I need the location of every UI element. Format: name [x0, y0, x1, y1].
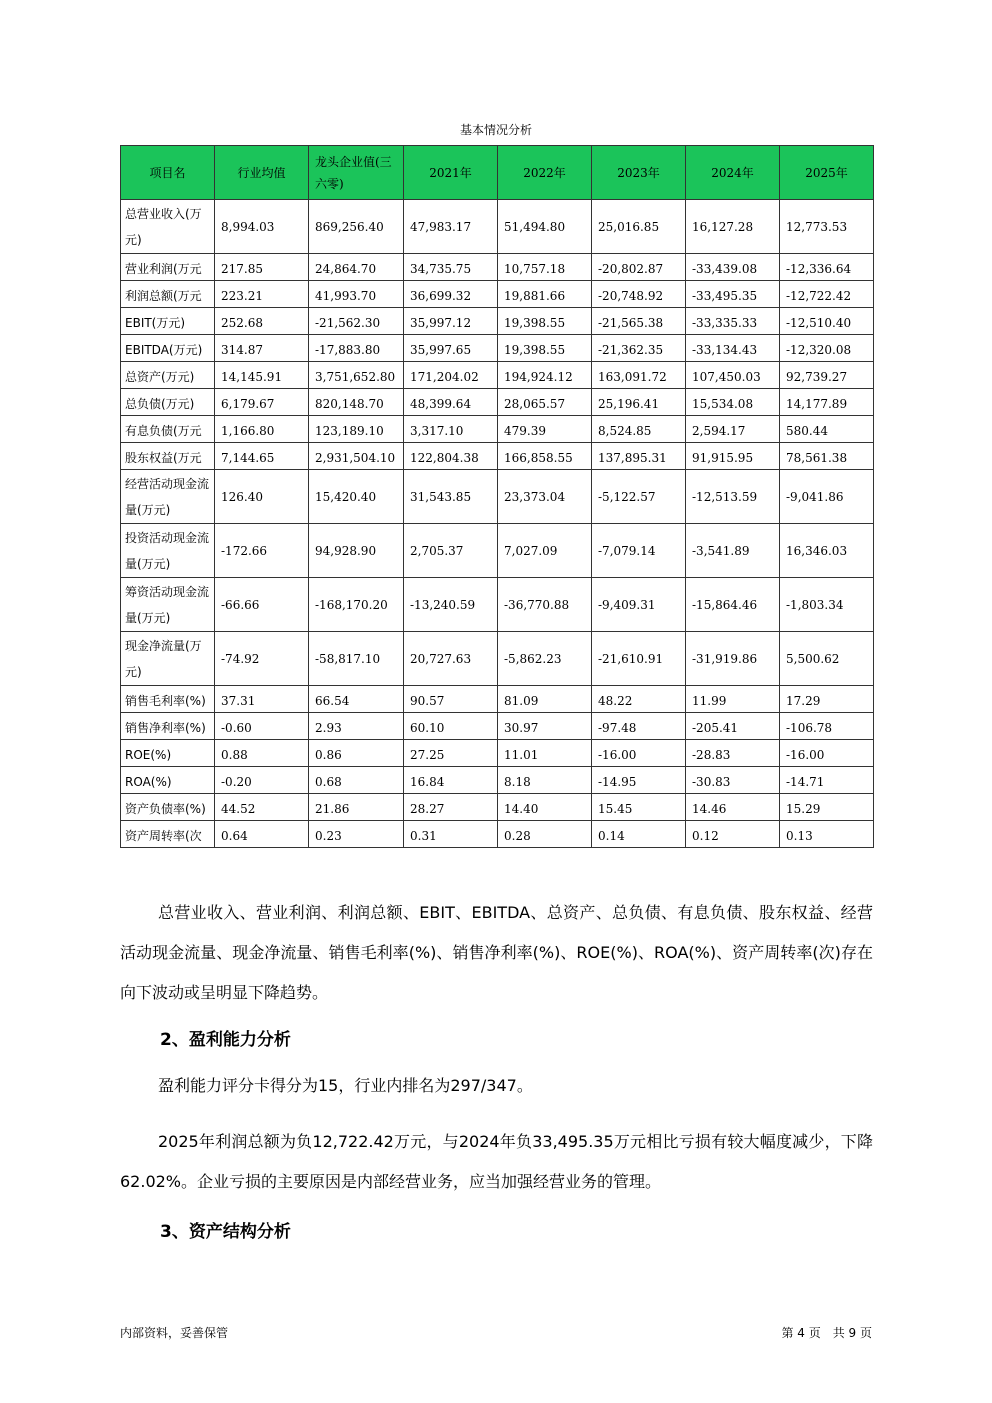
- table-row: [121, 200, 874, 254]
- table-cell: 21.86: [309, 794, 404, 821]
- row-label: 利润总额(万元: [121, 281, 215, 308]
- table-cell: 35,997.12: [404, 308, 498, 335]
- footer-confidential-note: 内部资料，妥善保管: [120, 1326, 229, 1340]
- table-row: [121, 254, 874, 281]
- table-row: [121, 335, 874, 362]
- table-cell: 1,166.80: [215, 416, 309, 443]
- table-cell: -33,495.35: [686, 281, 780, 308]
- table-cell: 16,346.03: [780, 524, 874, 578]
- table-cell: 78,561.38: [780, 443, 874, 470]
- table-cell: 66.54: [309, 686, 404, 713]
- table-cell: 314.87: [215, 335, 309, 362]
- table-cell: 11.01: [498, 740, 592, 767]
- table-cell: 3,317.10: [404, 416, 498, 443]
- table-cell: 14.46: [686, 794, 780, 821]
- table-cell: 23,373.04: [498, 470, 592, 524]
- table-cell: -17,883.80: [309, 335, 404, 362]
- table-row: [121, 281, 874, 308]
- header-leader-value: 龙头企业值(三六零): [309, 146, 404, 200]
- table-cell: 0.23: [309, 821, 404, 848]
- table-cell: 252.68: [215, 308, 309, 335]
- row-label: 销售毛利率(%): [121, 686, 215, 713]
- table-cell: 27.25: [404, 740, 498, 767]
- table-cell: -28.83: [686, 740, 780, 767]
- table-row: [121, 767, 874, 794]
- table-row: [121, 821, 874, 848]
- table-header-row: [121, 146, 874, 200]
- table-cell: -0.20: [215, 767, 309, 794]
- table-cell: 14,145.91: [215, 362, 309, 389]
- table-cell: -1,803.34: [780, 578, 874, 632]
- table-cell: 217.85: [215, 254, 309, 281]
- table-cell: 30.97: [498, 713, 592, 740]
- table-cell: 0.12: [686, 821, 780, 848]
- table-cell: -12,722.42: [780, 281, 874, 308]
- table-cell: -3,541.89: [686, 524, 780, 578]
- table-cell: 0.64: [215, 821, 309, 848]
- table-cell: 15.29: [780, 794, 874, 821]
- section-heading-profitability: 2、盈利能力分析: [160, 1030, 291, 1050]
- table-cell: -5,862.23: [498, 632, 592, 686]
- table-cell: 60.10: [404, 713, 498, 740]
- table-cell: 91,915.95: [686, 443, 780, 470]
- table-cell: -12,513.59: [686, 470, 780, 524]
- table-cell: -0.60: [215, 713, 309, 740]
- table-cell: 19,398.55: [498, 308, 592, 335]
- table-cell: 7,027.09: [498, 524, 592, 578]
- financial-table: [120, 145, 874, 848]
- table-row: [121, 713, 874, 740]
- table-cell: 0.13: [780, 821, 874, 848]
- table-cell: 0.31: [404, 821, 498, 848]
- table-cell: -20,748.92: [592, 281, 686, 308]
- table-cell: 820,148.70: [309, 389, 404, 416]
- table-cell: 2,705.37: [404, 524, 498, 578]
- table-cell: 2,594.17: [686, 416, 780, 443]
- table-cell: -14.95: [592, 767, 686, 794]
- table-cell: -33,134.43: [686, 335, 780, 362]
- table-cell: 163,091.72: [592, 362, 686, 389]
- row-label: ROA(%): [121, 767, 215, 794]
- table-cell: 3,751,652.80: [309, 362, 404, 389]
- table-cell: 25,196.41: [592, 389, 686, 416]
- table-cell: -14.71: [780, 767, 874, 794]
- table-cell: -21,362.35: [592, 335, 686, 362]
- table-cell: 44.52: [215, 794, 309, 821]
- profit-analysis-paragraph: 2025年利润总额为负12,722.42万元，与2024年负33,495.35万元相比亏损有较大幅度减少，下降62.02%。企业亏损的主要原因是内部经营业务，应当加强经营业务的管理。: [120, 1132, 873, 1191]
- section-heading-asset-structure: 3、资产结构分析: [160, 1222, 291, 1242]
- table-cell: 16.84: [404, 767, 498, 794]
- table-cell: 28,065.57: [498, 389, 592, 416]
- table-cell: -205.41: [686, 713, 780, 740]
- table-row: [121, 308, 874, 335]
- table-cell: 41,993.70: [309, 281, 404, 308]
- table-cell: 0.88: [215, 740, 309, 767]
- table-cell: 20,727.63: [404, 632, 498, 686]
- table-cell: 479.39: [498, 416, 592, 443]
- header-2022: 2022年: [498, 146, 592, 200]
- table-cell: -9,409.31: [592, 578, 686, 632]
- row-label: 投资活动现金流量(万元): [121, 524, 215, 578]
- table-cell: 0.68: [309, 767, 404, 794]
- table-cell: 10,757.18: [498, 254, 592, 281]
- table-cell: 8,994.03: [215, 200, 309, 254]
- table-cell: 194,924.12: [498, 362, 592, 389]
- profitability-score-paragraph: 盈利能力评分卡得分为15，行业内排名为297/347。: [158, 1076, 533, 1095]
- table-cell: -30.83: [686, 767, 780, 794]
- table-cell: 16,127.28: [686, 200, 780, 254]
- table-cell: 92,739.27: [780, 362, 874, 389]
- row-label: 营业利润(万元: [121, 254, 215, 281]
- table-cell: -106.78: [780, 713, 874, 740]
- table-cell: 34,735.75: [404, 254, 498, 281]
- table-row: [121, 443, 874, 470]
- table-row: [121, 362, 874, 389]
- table-cell: 24,864.70: [309, 254, 404, 281]
- table-cell: 0.86: [309, 740, 404, 767]
- table-cell: 81.09: [498, 686, 592, 713]
- table-cell: 123,189.10: [309, 416, 404, 443]
- table-cell: 11.99: [686, 686, 780, 713]
- table-cell: -33,335.33: [686, 308, 780, 335]
- header-item-name: 项目名: [121, 146, 215, 200]
- row-label: 总资产(万元): [121, 362, 215, 389]
- table-cell: 580.44: [780, 416, 874, 443]
- table-row: [121, 740, 874, 767]
- row-label: 经营活动现金流量(万元): [121, 470, 215, 524]
- table-cell: -20,802.87: [592, 254, 686, 281]
- table-cell: -97.48: [592, 713, 686, 740]
- header-2025: 2025年: [780, 146, 874, 200]
- header-2023: 2023年: [592, 146, 686, 200]
- table-cell: 28.27: [404, 794, 498, 821]
- table-cell: 8.18: [498, 767, 592, 794]
- table-row: [121, 794, 874, 821]
- table-row: [121, 470, 874, 524]
- table-cell: 37.31: [215, 686, 309, 713]
- table-cell: -16.00: [780, 740, 874, 767]
- row-label: 资产周转率(次: [121, 821, 215, 848]
- table-cell: 35,997.65: [404, 335, 498, 362]
- table-row: [121, 632, 874, 686]
- table-cell: 122,804.38: [404, 443, 498, 470]
- table-cell: 36,699.32: [404, 281, 498, 308]
- table-cell: 48.22: [592, 686, 686, 713]
- table-cell: -21,565.38: [592, 308, 686, 335]
- table-cell: 171,204.02: [404, 362, 498, 389]
- table-cell: 17.29: [780, 686, 874, 713]
- table-cell: 2,931,504.10: [309, 443, 404, 470]
- table-row: [121, 524, 874, 578]
- table-cell: 126.40: [215, 470, 309, 524]
- table-cell: 223.21: [215, 281, 309, 308]
- row-label: EBITDA(万元): [121, 335, 215, 362]
- table-cell: 47,983.17: [404, 200, 498, 254]
- header-2024: 2024年: [686, 146, 780, 200]
- table-cell: 90.57: [404, 686, 498, 713]
- table-cell: 31,543.85: [404, 470, 498, 524]
- table-cell: -172.66: [215, 524, 309, 578]
- row-label: 有息负债(万元: [121, 416, 215, 443]
- table-cell: 0.28: [498, 821, 592, 848]
- row-label: 销售净利率(%): [121, 713, 215, 740]
- row-label: ROE(%): [121, 740, 215, 767]
- table-cell: 19,398.55: [498, 335, 592, 362]
- table-cell: -66.66: [215, 578, 309, 632]
- table-row: [121, 389, 874, 416]
- row-label: 总营业收入(万元): [121, 200, 215, 254]
- row-label: 现金净流量(万元): [121, 632, 215, 686]
- table-row: [121, 578, 874, 632]
- table-cell: 14,177.89: [780, 389, 874, 416]
- table-cell: 12,773.53: [780, 200, 874, 254]
- table-cell: -74.92: [215, 632, 309, 686]
- table-cell: 107,450.03: [686, 362, 780, 389]
- table-cell: -12,320.08: [780, 335, 874, 362]
- table-cell: 19,881.66: [498, 281, 592, 308]
- table-cell: -12,336.64: [780, 254, 874, 281]
- table-cell: 137,895.31: [592, 443, 686, 470]
- table-cell: -13,240.59: [404, 578, 498, 632]
- header-industry-avg: 行业均值: [215, 146, 309, 200]
- table-cell: -36,770.88: [498, 578, 592, 632]
- row-label: 总负债(万元): [121, 389, 215, 416]
- table-cell: 51,494.80: [498, 200, 592, 254]
- row-label: 筹资活动现金流量(万元): [121, 578, 215, 632]
- table-row: [121, 416, 874, 443]
- table-row: [121, 686, 874, 713]
- table-cell: -7,079.14: [592, 524, 686, 578]
- table-cell: 2.93: [309, 713, 404, 740]
- table-cell: 8,524.85: [592, 416, 686, 443]
- table-cell: 14.40: [498, 794, 592, 821]
- table-cell: -21,610.91: [592, 632, 686, 686]
- table-cell: 869,256.40: [309, 200, 404, 254]
- footer-page-number: 第 4 页 共 9 页: [781, 1326, 872, 1340]
- table-cell: 6,179.67: [215, 389, 309, 416]
- table-cell: 5,500.62: [780, 632, 874, 686]
- table-cell: -12,510.40: [780, 308, 874, 335]
- table-cell: -33,439.08: [686, 254, 780, 281]
- table-cell: -5,122.57: [592, 470, 686, 524]
- row-label: 股东权益(万元: [121, 443, 215, 470]
- table-cell: 48,399.64: [404, 389, 498, 416]
- table-cell: 15.45: [592, 794, 686, 821]
- table-caption: 基本情况分析: [459, 123, 532, 137]
- table-cell: -15,864.46: [686, 578, 780, 632]
- table-cell: 0.14: [592, 821, 686, 848]
- table-cell: -58,817.10: [309, 632, 404, 686]
- table-cell: -9,041.86: [780, 470, 874, 524]
- table-cell: -168,170.20: [309, 578, 404, 632]
- table-cell: -21,562.30: [309, 308, 404, 335]
- header-2021: 2021年: [404, 146, 498, 200]
- row-label: EBIT(万元): [121, 308, 215, 335]
- table-cell: 166,858.55: [498, 443, 592, 470]
- row-label: 资产负债率(%): [121, 794, 215, 821]
- trend-summary-paragraph: 总营业收入、营业利润、利润总额、EBIT、EBITDA、总资产、总负债、有息负债、股东权益、经营活动现金流量、现金净流量、销售毛利率(%)、销售净利率(%)、ROE(%)、ROA(%)、资产周转率(次)存在向下波动或呈明显下降趋势。: [120, 903, 873, 1002]
- table-cell: -31,919.86: [686, 632, 780, 686]
- table-cell: 7,144.65: [215, 443, 309, 470]
- table-cell: -16.00: [592, 740, 686, 767]
- table-cell: 94,928.90: [309, 524, 404, 578]
- table-cell: 25,016.85: [592, 200, 686, 254]
- table-cell: 15,420.40: [309, 470, 404, 524]
- table-cell: 15,534.08: [686, 389, 780, 416]
